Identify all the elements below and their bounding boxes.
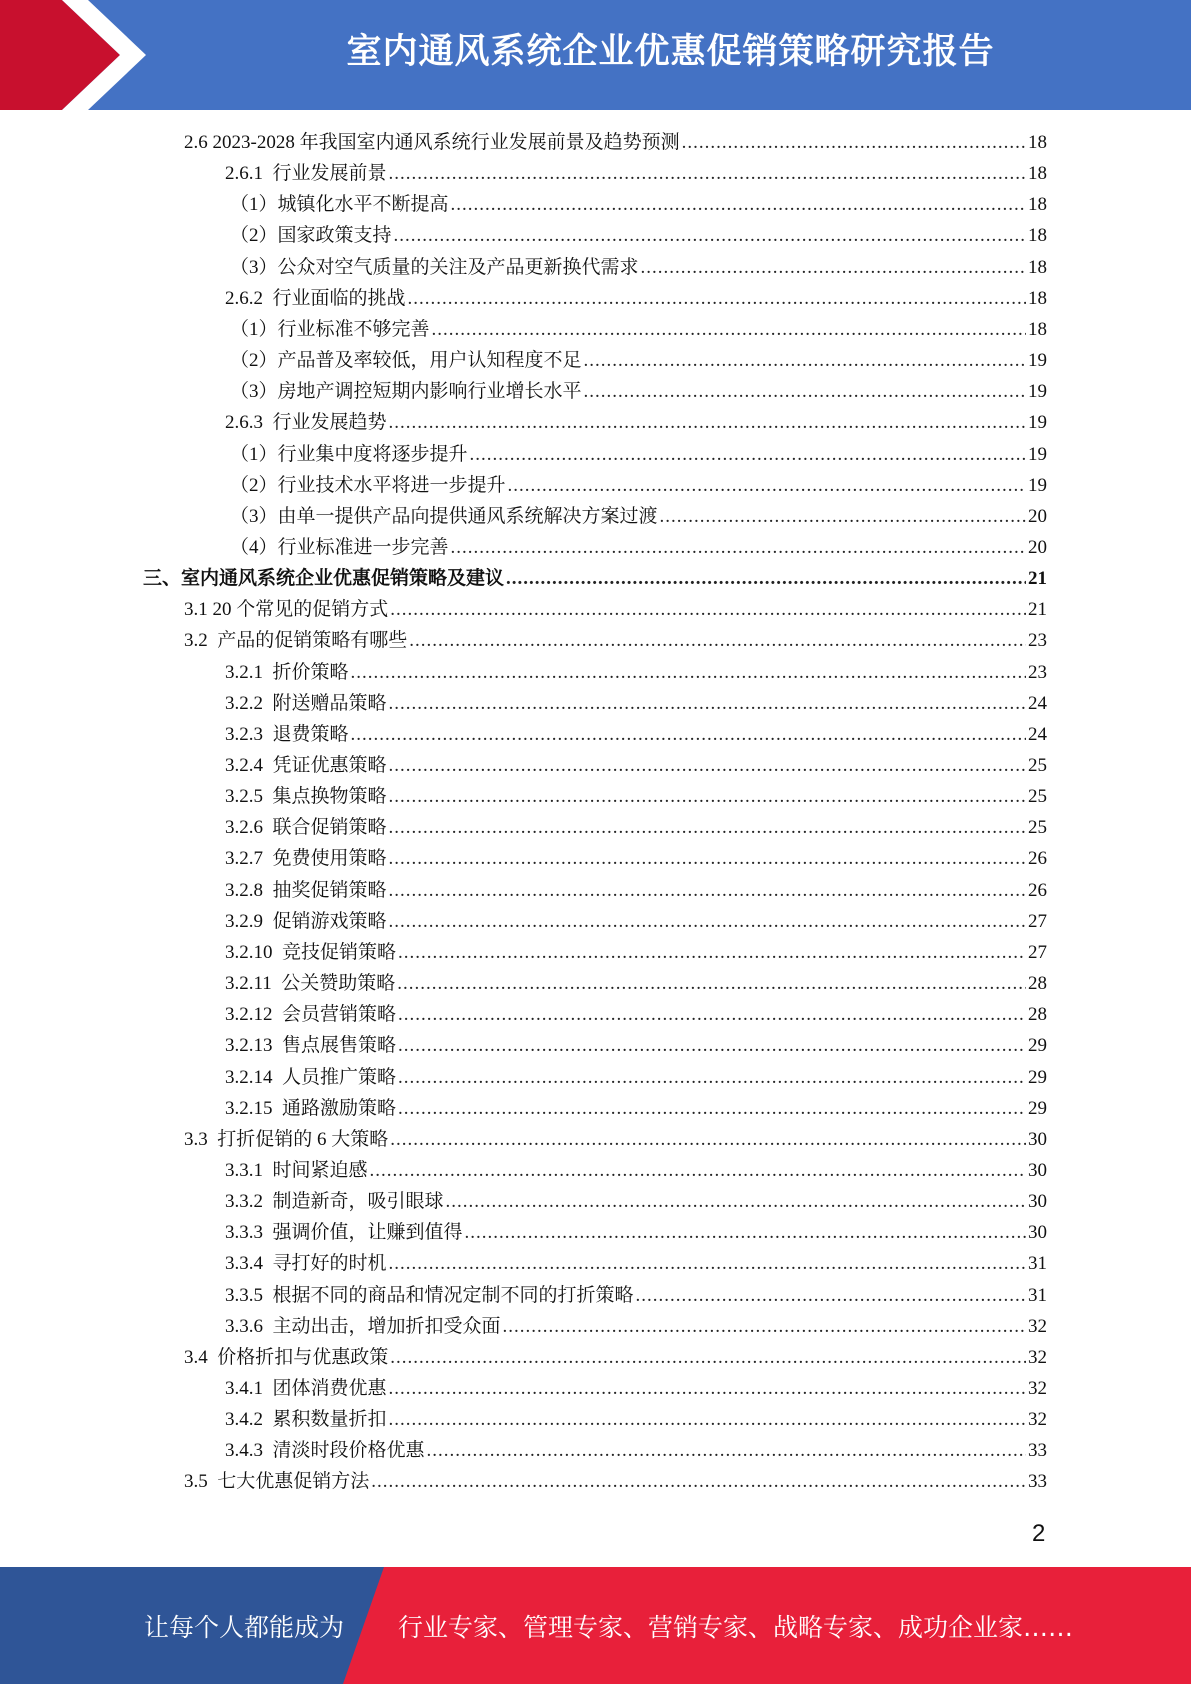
toc-entry-page: 28 bbox=[1028, 1004, 1047, 1026]
toc-entry-page: 19 bbox=[1028, 474, 1047, 496]
toc-leader-dots bbox=[409, 626, 1026, 656]
toc-entry-label: （3）公众对空气质量的关注及产品更新换代需求 bbox=[230, 256, 639, 278]
toc-leader-dots bbox=[389, 782, 1026, 812]
toc-entry-label: （2）行业技术水平将进一步提升 bbox=[230, 474, 506, 496]
toc-entry-label: 3.3 打折促销的 6 大策略 bbox=[184, 1128, 389, 1150]
toc-entry[interactable] bbox=[225, 1156, 1047, 1186]
toc-entry[interactable] bbox=[225, 1063, 1047, 1093]
toc-leader-dots bbox=[389, 751, 1026, 781]
toc-leader-dots bbox=[408, 284, 1026, 314]
toc-entry-page: 21 bbox=[1028, 568, 1047, 590]
toc-entry-page: 19 bbox=[1028, 381, 1047, 403]
toc-entry[interactable] bbox=[184, 128, 1047, 158]
toc-entry-page: 18 bbox=[1028, 132, 1047, 153]
toc-entry-label: 3.3.3 强调价值，让赚到值得 bbox=[225, 1222, 463, 1244]
toc-entry-page: 28 bbox=[1028, 973, 1047, 995]
toc-entry-page: 19 bbox=[1028, 350, 1047, 372]
toc-leader-dots bbox=[660, 502, 1026, 532]
toc-entry-page: 19 bbox=[1028, 443, 1047, 465]
footer-slogan-right: 行业专家、管理专家、营销专家、战略专家、成功企业家…… bbox=[398, 1613, 1074, 1642]
toc-entry-label: 3.4.2 累积数量折扣 bbox=[225, 1409, 387, 1431]
toc-entry-page: 30 bbox=[1028, 1191, 1047, 1213]
toc-entry-label: 3.4 价格折扣与优惠政策 bbox=[184, 1346, 389, 1368]
toc-entry-page: 24 bbox=[1028, 692, 1047, 714]
toc-entry[interactable] bbox=[184, 1343, 1047, 1373]
toc-entry[interactable] bbox=[225, 1312, 1047, 1342]
toc-leader-dots bbox=[636, 1281, 1026, 1311]
toc-entry[interactable] bbox=[225, 876, 1047, 906]
toc-leader-dots bbox=[351, 720, 1026, 750]
toc-entry[interactable] bbox=[225, 284, 1047, 314]
toc-entry-label: （1）城镇化水平不断提高 bbox=[230, 194, 449, 216]
toc-leader-dots bbox=[398, 1094, 1026, 1124]
toc-leader-dots bbox=[351, 658, 1026, 688]
toc-entry[interactable] bbox=[225, 907, 1047, 937]
toc-entry-label: （1）行业标准不够完善 bbox=[230, 318, 430, 340]
toc-leader-dots bbox=[389, 408, 1026, 438]
toc-leader-dots bbox=[641, 253, 1026, 283]
toc-leader-dots bbox=[389, 1374, 1026, 1404]
toc-entry-label: （1）行业集中度将逐步提升 bbox=[230, 443, 468, 465]
toc-entry[interactable] bbox=[230, 190, 1047, 220]
toc-entry-label: 3.3.5 根据不同的商品和情况定制不同的打折策略 bbox=[225, 1284, 634, 1306]
toc-entry-label: 3.2.12 会员营销策略 bbox=[225, 1004, 397, 1026]
toc-entry[interactable] bbox=[225, 720, 1047, 750]
toc-entry-label: 2.6.2 行业面临的挑战 bbox=[225, 287, 406, 309]
toc-entry[interactable] bbox=[225, 969, 1047, 999]
toc-entry[interactable] bbox=[225, 408, 1047, 438]
toc-entry-page: 18 bbox=[1028, 225, 1047, 247]
toc-entry[interactable] bbox=[225, 1436, 1047, 1466]
toc-leader-dots bbox=[371, 1467, 1026, 1497]
toc-entry[interactable] bbox=[230, 533, 1047, 563]
toc-entry-page: 19 bbox=[1028, 412, 1047, 434]
toc-leader-dots bbox=[503, 1312, 1026, 1342]
toc-entry[interactable] bbox=[184, 595, 1047, 625]
toc-entry-label: （3）由单一提供产品向提供通风系统解决方案过渡 bbox=[230, 505, 658, 527]
toc-entry-page: 32 bbox=[1028, 1409, 1047, 1431]
toc-entry[interactable] bbox=[230, 502, 1047, 532]
toc-entry-label: 3.2.3 退费策略 bbox=[225, 723, 349, 745]
toc-entry-label: 3.2.1 折价策略 bbox=[225, 661, 349, 683]
toc-entry[interactable] bbox=[184, 1125, 1047, 1155]
toc-entry-page: 24 bbox=[1028, 723, 1047, 745]
report-title: 室内通风系统企业优惠促销策略研究报告 bbox=[346, 32, 995, 72]
toc-entry-page: 26 bbox=[1028, 848, 1047, 870]
toc-entry-page: 27 bbox=[1028, 941, 1047, 963]
toc-entry-label: 3.2.13 售点展售策略 bbox=[225, 1035, 397, 1057]
toc-entry[interactable] bbox=[225, 159, 1047, 189]
toc-entry-page: 32 bbox=[1028, 1378, 1047, 1399]
toc-entry-label: 3.2.7 免费使用策略 bbox=[225, 848, 387, 870]
toc-entry-page: 18 bbox=[1028, 318, 1047, 340]
toc-leader-dots bbox=[432, 315, 1026, 345]
toc-entry-page: 18 bbox=[1028, 256, 1047, 278]
toc-entry-page: 29 bbox=[1028, 1035, 1047, 1057]
toc-leader-dots bbox=[446, 1187, 1026, 1217]
page-footer bbox=[0, 1567, 1191, 1684]
toc-entry[interactable] bbox=[225, 813, 1047, 843]
toc-entry[interactable] bbox=[225, 751, 1047, 781]
toc-entry-label: 3.2.6 联合促销策略 bbox=[225, 817, 387, 839]
toc-entry-label: 3.1 20 个常见的促销方式 bbox=[184, 599, 389, 621]
toc-entry-page: 25 bbox=[1028, 817, 1047, 839]
toc-entry-label: （2）国家政策支持 bbox=[230, 225, 392, 247]
toc-entry-page: 29 bbox=[1028, 1097, 1047, 1119]
toc-leader-dots bbox=[398, 1000, 1026, 1030]
toc-entry-label: 2.6.3 行业发展趋势 bbox=[225, 412, 387, 434]
toc-entry[interactable] bbox=[230, 253, 1047, 283]
toc-leader-dots bbox=[390, 1125, 1026, 1155]
toc-leader-dots bbox=[389, 907, 1026, 937]
toc-entry-label: 3.2.10 竞技促销策略 bbox=[225, 941, 397, 963]
toc-leader-dots bbox=[370, 1156, 1026, 1186]
toc-entry[interactable] bbox=[225, 1000, 1047, 1030]
toc-entry-page: 25 bbox=[1028, 755, 1047, 776]
toc-entry-page: 33 bbox=[1028, 1471, 1047, 1493]
toc-entry[interactable] bbox=[225, 1218, 1047, 1248]
toc-entry-label: 三、室内通风系统企业优惠促销策略及建议 bbox=[143, 568, 505, 590]
toc-entry-label: （4）行业标准进一步完善 bbox=[230, 536, 449, 558]
toc-leader-dots bbox=[465, 1218, 1026, 1248]
toc-entry[interactable] bbox=[225, 1374, 1047, 1404]
toc-entry-label: 3.3.4 寻打好的时机 bbox=[225, 1253, 387, 1275]
footer-slogan-left: 让每个人都能成为 bbox=[144, 1613, 345, 1642]
toc-leader-dots bbox=[389, 813, 1026, 843]
toc-entry-label: 3.2.4 凭证优惠策略 bbox=[225, 755, 387, 776]
toc-entry[interactable] bbox=[230, 221, 1047, 251]
toc-entry-label: 3.2.14 人员推广策略 bbox=[225, 1066, 397, 1088]
toc-entry-label: 3.4.3 清淡时段价格优惠 bbox=[225, 1440, 425, 1462]
toc-entry[interactable] bbox=[225, 1031, 1047, 1061]
toc-entry-label: 3.2.15 通路激励策略 bbox=[225, 1097, 397, 1119]
toc-entry[interactable] bbox=[230, 471, 1047, 501]
toc-entry-label: 3.3.6 主动出击，增加折扣受众面 bbox=[225, 1315, 501, 1337]
toc-leader-dots bbox=[398, 1063, 1026, 1093]
toc-leader-dots bbox=[389, 159, 1026, 189]
toc-entry-page: 21 bbox=[1028, 599, 1047, 621]
toc-entry-page: 30 bbox=[1028, 1222, 1047, 1244]
toc-entry-page: 25 bbox=[1028, 786, 1047, 808]
toc-leader-dots bbox=[584, 346, 1026, 376]
toc-leader-dots bbox=[451, 190, 1026, 220]
toc-leader-dots bbox=[394, 221, 1026, 251]
toc-entry-label: 3.2.2 附送赠品策略 bbox=[225, 692, 387, 714]
toc-entry[interactable] bbox=[230, 377, 1047, 407]
toc-leader-dots bbox=[427, 1436, 1026, 1466]
toc-entry-label: 3.5 七大优惠促销方法 bbox=[184, 1471, 370, 1493]
toc-entry[interactable] bbox=[184, 1467, 1047, 1497]
toc-entry-page: 30 bbox=[1028, 1159, 1047, 1181]
toc-entry-page: 29 bbox=[1028, 1066, 1047, 1088]
toc-entry[interactable] bbox=[225, 658, 1047, 688]
toc-entry[interactable] bbox=[225, 1094, 1047, 1124]
toc-entry[interactable] bbox=[225, 844, 1047, 874]
toc-entry[interactable] bbox=[230, 440, 1047, 470]
toc-leader-dots bbox=[389, 1405, 1026, 1435]
toc-entry-page: 23 bbox=[1028, 661, 1047, 683]
toc-leader-dots bbox=[470, 440, 1026, 470]
toc-leader-dots bbox=[397, 969, 1026, 999]
toc-entry[interactable] bbox=[230, 346, 1047, 376]
toc-leader-dots bbox=[508, 471, 1026, 501]
toc-entry-label: 2.6.1 行业发展前景 bbox=[225, 163, 387, 185]
toc-leader-dots bbox=[390, 1343, 1026, 1373]
toc-leader-dots bbox=[389, 1249, 1026, 1279]
toc-leader-dots bbox=[390, 595, 1026, 625]
toc-entry[interactable] bbox=[225, 1187, 1047, 1217]
toc-leader-dots bbox=[389, 844, 1026, 874]
toc-entry-page: 20 bbox=[1028, 505, 1047, 527]
page-number: 2 bbox=[1032, 1520, 1046, 1547]
toc-entry-label: 2.6 2023-2028 年我国室内通风系统行业发展前景及趋势预测 bbox=[184, 132, 680, 153]
page-header bbox=[0, 0, 1191, 110]
toc-leader-dots bbox=[506, 564, 1026, 594]
toc-entry-label: （2）产品普及率较低，用户认知程度不足 bbox=[230, 350, 582, 372]
toc-entry-label: 3.2.8 抽奖促销策略 bbox=[225, 879, 387, 901]
toc-entry[interactable] bbox=[225, 1249, 1047, 1279]
toc-entry-page: 18 bbox=[1028, 194, 1047, 216]
toc-entry-label: （3）房地产调控短期内影响行业增长水平 bbox=[230, 381, 582, 403]
toc-entry-label: 3.2.9 促销游戏策略 bbox=[225, 910, 387, 932]
toc-entry[interactable] bbox=[184, 626, 1047, 656]
toc-entry[interactable] bbox=[225, 938, 1047, 968]
toc-entry[interactable] bbox=[230, 315, 1047, 345]
toc-entry-page: 23 bbox=[1028, 630, 1047, 652]
toc-leader-dots bbox=[451, 533, 1026, 563]
toc-entry-page: 32 bbox=[1028, 1315, 1047, 1337]
toc-entry-label: 3.2.5 集点换物策略 bbox=[225, 786, 387, 808]
toc-entry-label: 3.3.2 制造新奇，吸引眼球 bbox=[225, 1191, 444, 1213]
toc-leader-dots bbox=[389, 689, 1026, 719]
toc-entry-page: 20 bbox=[1028, 536, 1047, 558]
toc-leader-dots bbox=[584, 377, 1026, 407]
toc-entry-page: 30 bbox=[1028, 1128, 1047, 1150]
toc-entry-label: 3.2.11 公关赞助策略 bbox=[225, 973, 396, 995]
toc-entry-page: 18 bbox=[1028, 287, 1047, 309]
toc-entry-page: 26 bbox=[1028, 879, 1047, 901]
toc-entry[interactable] bbox=[225, 1405, 1047, 1435]
toc-leader-dots bbox=[389, 876, 1026, 906]
toc-entry-page: 18 bbox=[1028, 163, 1047, 185]
toc-entry-page: 27 bbox=[1028, 910, 1047, 932]
toc-leader-dots bbox=[398, 1031, 1026, 1061]
toc-entry-page: 33 bbox=[1028, 1440, 1047, 1462]
toc-entry-label: 3.2 产品的促销策略有哪些 bbox=[184, 630, 408, 652]
toc-leader-dots bbox=[398, 938, 1026, 968]
toc-entry[interactable] bbox=[143, 564, 1047, 594]
toc-entry-page: 31 bbox=[1028, 1253, 1047, 1275]
toc-entry-label: 3.3.1 时间紧迫感 bbox=[225, 1159, 368, 1181]
toc-entry[interactable] bbox=[225, 782, 1047, 812]
toc-entry-page: 31 bbox=[1028, 1284, 1047, 1306]
toc-leader-dots bbox=[682, 128, 1026, 158]
toc-entry[interactable] bbox=[225, 689, 1047, 719]
toc-entry[interactable] bbox=[225, 1281, 1047, 1311]
toc-entry-page: 32 bbox=[1028, 1346, 1047, 1368]
toc-entry-label: 3.4.1 团体消费优惠 bbox=[225, 1378, 387, 1399]
